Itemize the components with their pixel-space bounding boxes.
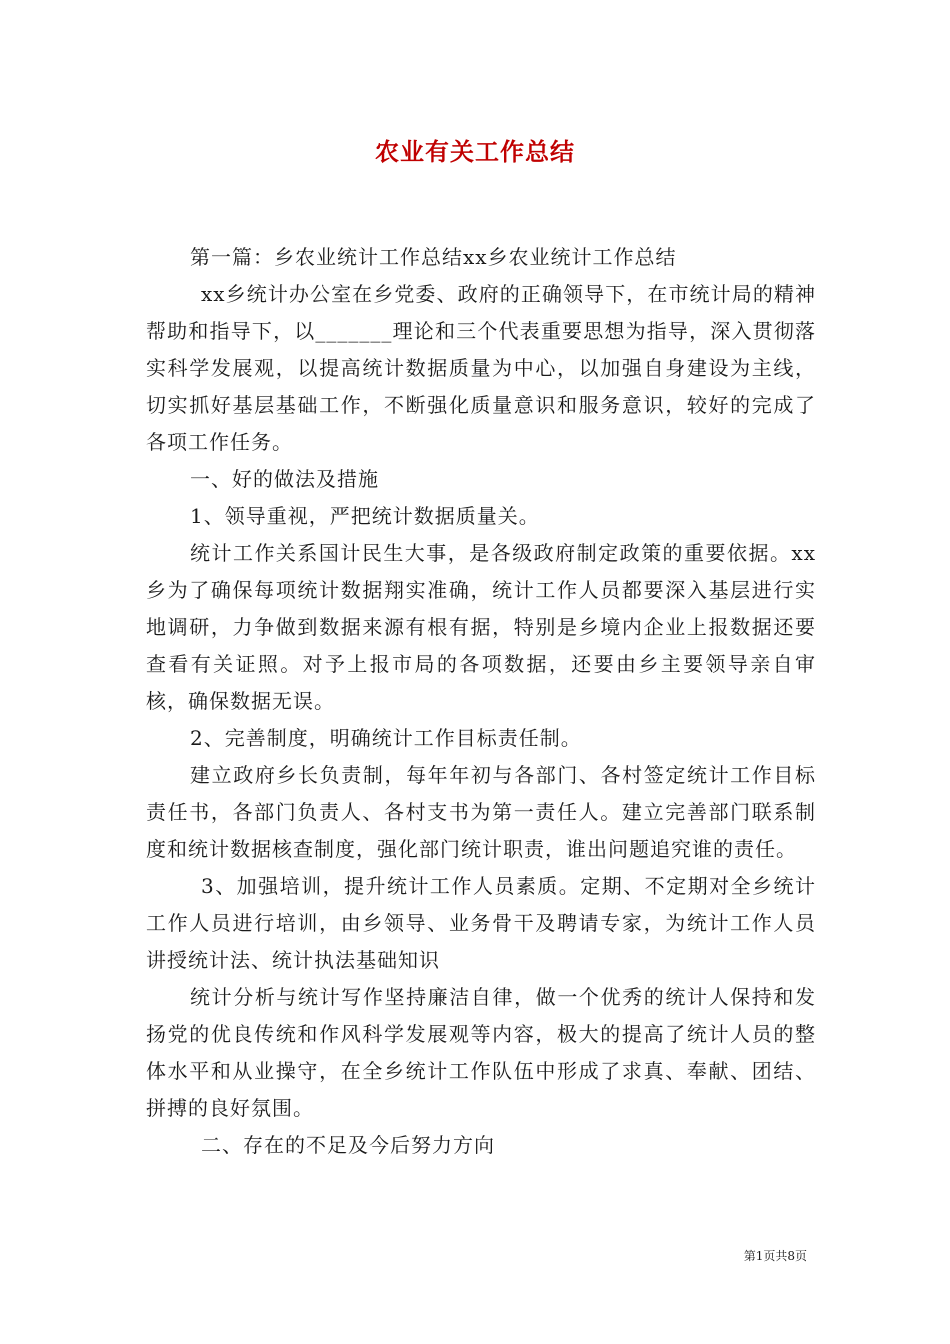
body-paragraph: 3、加强培训，提升统计工作人员素质。定期、不定期对全乡统计工作人员进行培训，由乡领导、业务骨干及聘请专家，为统计工作人员讲授统计法、统计执法基础知识	[146, 874, 816, 972]
section-heading: 二、存在的不足及今后努力方向	[201, 1133, 495, 1157]
subsection-heading: 1、领导重视，严把统计数据质量关。	[190, 504, 540, 528]
subsection-heading: 2、完善制度，明确统计工作目标责任制。	[190, 726, 582, 750]
body-paragraph: 统计工作关系国计民生大事，是各级政府制定政策的重要依据。xx乡为了确保每项统计数据翔实准确，统计工作人员都要深入基层进行实地调研，力争做到数据来源有根有据，特别是乡境内企业上报数据还要查看有关证照。对予上报市局的各项数据，还要由乡主要领导亲自审核，确保数据无误。	[146, 541, 816, 713]
chapter-heading: 第一篇：乡农业统计工作总结xx乡农业统计工作总结	[190, 245, 677, 269]
body-paragraph: 建立政府乡长负责制，每年年初与各部门、各村签定统计工作目标责任书，各部门负责人、各村支书为第一责任人。建立完善部门联系制度和统计数据核查制度，强化部门统计职责，谁出问题追究谁的责任。	[146, 763, 816, 861]
page-number: 第1页共8页	[743, 1249, 807, 1263]
document-title: 农业有关工作总结	[375, 138, 575, 166]
document-body	[146, 239, 816, 1164]
body-paragraph: xx乡统计办公室在乡党委、政府的正确领导下，在市统计局的精神帮助和指导下，以_______理论和三个代表重要思想为指导，深入贯彻落实科学发展观，以提高统计数据质量为中心，以加强自身建设为主线，切实抓好基层基础工作，不断强化质量意识和服务意识，较好的完成了各项工作任务。	[146, 282, 816, 454]
section-heading: 一、好的做法及措施	[190, 467, 379, 491]
body-paragraph: 统计分析与统计写作坚持廉洁自律，做一个优秀的统计人保持和发扬党的优良传统和作风科学发展观等内容，极大的提高了统计人员的整体水平和从业操守，在全乡统计工作队伍中形成了求真、奉献、团结、拼搏的良好氛围。	[146, 985, 816, 1120]
